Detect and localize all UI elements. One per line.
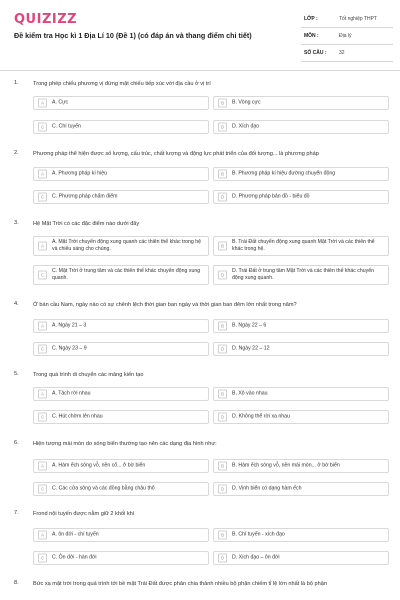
- answer-option[interactable]: [33, 528, 209, 542]
- answer-option[interactable]: [213, 96, 389, 110]
- option-text: C. Phương pháp chấm điểm: [52, 193, 118, 200]
- document-title: Đề kiểm tra Học kì 1 Địa Lí 10 (Đề 1) (có đáp án và thang điểm chi tiết): [14, 31, 252, 40]
- option-letter-badge: D: [218, 345, 227, 354]
- option-text: B. Hàm ếch sóng vỗ, nền mài mòn... ở bờ biển: [232, 462, 340, 469]
- question-text: Bức xạ mặt trời trong quá trình tới bề mặt Trái Đất được phân chia thành nhiều bộ phận chiếm tỉ lệ lớn nhất là bộ phận: [33, 581, 327, 587]
- meta-table: [301, 11, 393, 62]
- option-text: A. Mặt Trời chuyển động xung quanh các thiên thể khác trong hệ và chiếu sáng cho chúng.: [52, 239, 202, 252]
- document-header: [0, 0, 400, 70]
- option-letter-badge: D: [218, 271, 227, 280]
- answer-option[interactable]: [33, 387, 209, 401]
- answer-option[interactable]: [213, 482, 389, 496]
- option-text: D. Xích đạo: [232, 123, 260, 130]
- meta-label: MÔN :: [304, 33, 319, 39]
- option-text: C. Ôn đới - hàn đới: [52, 554, 97, 561]
- question-text: Trong phép chiếu phương vị đứng mặt chiếu tiếp xúc với địa cầu ở vị trí: [33, 81, 211, 87]
- question-text: Hiện tượng mài mòn do sóng biển thường tạo nên các dạng địa hình như:: [33, 441, 217, 447]
- answer-option[interactable]: [213, 265, 389, 285]
- option-text: B. Xô vào nhau: [232, 390, 268, 397]
- option-text: B. Chí tuyến - xích đạo: [232, 531, 285, 538]
- option-text: A. ôn đới - chí tuyến: [52, 531, 99, 538]
- option-letter-badge: C: [38, 271, 47, 280]
- question-text: Phương pháp thể hiện được số lượng, cấu trúc, chất lượng và động lực phát triển của đối tượng... là phương pháp: [33, 151, 319, 157]
- question-number: 6.: [14, 440, 19, 446]
- answer-option[interactable]: [213, 459, 389, 473]
- option-letter-badge: C: [38, 193, 47, 202]
- question-text: Ở bán cầu Nam, ngày nào có sự chênh lệch thời gian ban ngày và thời gian ban đêm lớn nhất trong năm?: [33, 302, 297, 308]
- meta-value: 32: [339, 50, 345, 56]
- quizizz-logo: QUIZIZZ: [14, 12, 78, 27]
- option-text: B. Trái Đất chuyển động xung quanh Mặt Trời và các thiên thể khác trong hệ.: [232, 239, 375, 252]
- option-letter-badge: A: [38, 242, 47, 251]
- answer-option[interactable]: [213, 167, 389, 181]
- option-letter-badge: D: [218, 123, 227, 132]
- option-text: A. Tách rời nhau: [52, 390, 91, 397]
- answer-option[interactable]: [213, 410, 389, 424]
- option-text: B. Vòng cực: [232, 99, 261, 106]
- option-letter-badge: C: [38, 485, 47, 494]
- meta-row-class: [301, 11, 393, 28]
- option-text: B. Phương pháp kí hiệu đường chuyển động: [232, 170, 336, 177]
- answer-option[interactable]: [33, 319, 209, 333]
- option-text: C. Mặt Trời ở trung tâm và các thiên thể khác chuyển động xung quanh.: [52, 268, 201, 281]
- answer-option[interactable]: [213, 387, 389, 401]
- option-letter-badge: A: [38, 99, 47, 108]
- question-number: 7.: [14, 510, 19, 516]
- option-letter-badge: B: [218, 242, 227, 251]
- option-letter-badge: C: [38, 413, 47, 422]
- answer-option[interactable]: [33, 96, 209, 110]
- answer-option[interactable]: [213, 342, 389, 356]
- option-letter-badge: A: [38, 170, 47, 179]
- question-text: Frond nội tuyến được nằm giữ 2 khối khí: [33, 511, 135, 517]
- meta-row-subject: [301, 28, 393, 45]
- option-letter-badge: A: [38, 531, 47, 540]
- option-text: C. Hút chờm lên nhau: [52, 413, 103, 420]
- option-letter-badge: C: [38, 554, 47, 563]
- question-number: 1.: [14, 80, 19, 86]
- option-text: D. Không thể rời xa nhau: [232, 413, 290, 420]
- answer-option[interactable]: [33, 482, 209, 496]
- option-letter-badge: D: [218, 413, 227, 422]
- meta-value: Địa lý: [339, 33, 352, 39]
- option-text: D. Trái Đất ở trung tâm Mặt Trời và các thiên thể khác chuyển động xung quanh.: [232, 268, 375, 281]
- option-letter-badge: B: [218, 462, 227, 471]
- option-text: D. Phương pháp bản đồ - biểu đồ: [232, 193, 310, 200]
- option-letter-badge: B: [218, 390, 227, 399]
- option-text: D. Xích đạo – ôn đới: [232, 554, 280, 561]
- option-letter-badge: C: [38, 345, 47, 354]
- option-text: A. Phương pháp kí hiệu: [52, 170, 108, 177]
- option-letter-badge: B: [218, 99, 227, 108]
- answer-option[interactable]: [213, 528, 389, 542]
- question-number: 5.: [14, 371, 19, 377]
- question-number: 4.: [14, 301, 19, 307]
- answer-option[interactable]: [33, 342, 209, 356]
- option-letter-badge: C: [38, 123, 47, 132]
- meta-label: SỐ CÂU :: [304, 50, 327, 56]
- answer-option[interactable]: [213, 236, 389, 256]
- meta-row-count: [301, 45, 393, 62]
- question-number: 2.: [14, 150, 19, 156]
- option-letter-badge: D: [218, 193, 227, 202]
- option-letter-badge: A: [38, 322, 47, 331]
- answer-option[interactable]: [213, 319, 389, 333]
- option-letter-badge: A: [38, 390, 47, 399]
- option-letter-badge: B: [218, 531, 227, 540]
- meta-label: LỚP :: [304, 16, 318, 22]
- question-number: 3.: [14, 220, 19, 226]
- question-text: Trong quá trình di chuyển các mảng kiến tạo: [33, 372, 144, 378]
- meta-value: Tốt nghiệp THPT: [339, 16, 377, 22]
- option-text: C. Ngày 23 – 9: [52, 345, 87, 352]
- question-number: 8.: [14, 580, 19, 586]
- answer-option[interactable]: [33, 236, 209, 256]
- answer-option[interactable]: [213, 120, 389, 134]
- answer-option[interactable]: [33, 410, 209, 424]
- option-text: D. Ngày 22 – 12: [232, 345, 270, 352]
- question-text: Hệ Mặt Trời có các đặc điểm nào dưới đây: [33, 221, 140, 227]
- answer-option[interactable]: [33, 120, 209, 134]
- answer-option[interactable]: [33, 459, 209, 473]
- option-text: A. Ngày 21 – 3: [52, 322, 87, 329]
- header-divider: [0, 70, 400, 71]
- option-letter-badge: A: [38, 462, 47, 471]
- answer-option[interactable]: [33, 167, 209, 181]
- option-text: C. Các cửa sông và các đồng bằng châu thổ: [52, 485, 155, 492]
- option-text: B. Ngày 22 – 6: [232, 322, 267, 329]
- option-text: A. Hàm ếch sóng vỗ, nền cổ... ở bờ biển: [52, 462, 146, 469]
- option-text: C. Chí tuyến: [52, 123, 81, 130]
- answer-option[interactable]: [33, 190, 209, 204]
- answer-option[interactable]: [213, 551, 389, 565]
- answer-option[interactable]: [213, 190, 389, 204]
- option-letter-badge: D: [218, 554, 227, 563]
- option-letter-badge: B: [218, 322, 227, 331]
- option-text: D. Vịnh biển có dạng hàm ếch: [232, 485, 302, 492]
- answer-option[interactable]: [33, 551, 209, 565]
- option-letter-badge: B: [218, 170, 227, 179]
- option-text: A. Cực: [52, 99, 69, 106]
- answer-option[interactable]: [33, 265, 209, 285]
- option-letter-badge: D: [218, 485, 227, 494]
